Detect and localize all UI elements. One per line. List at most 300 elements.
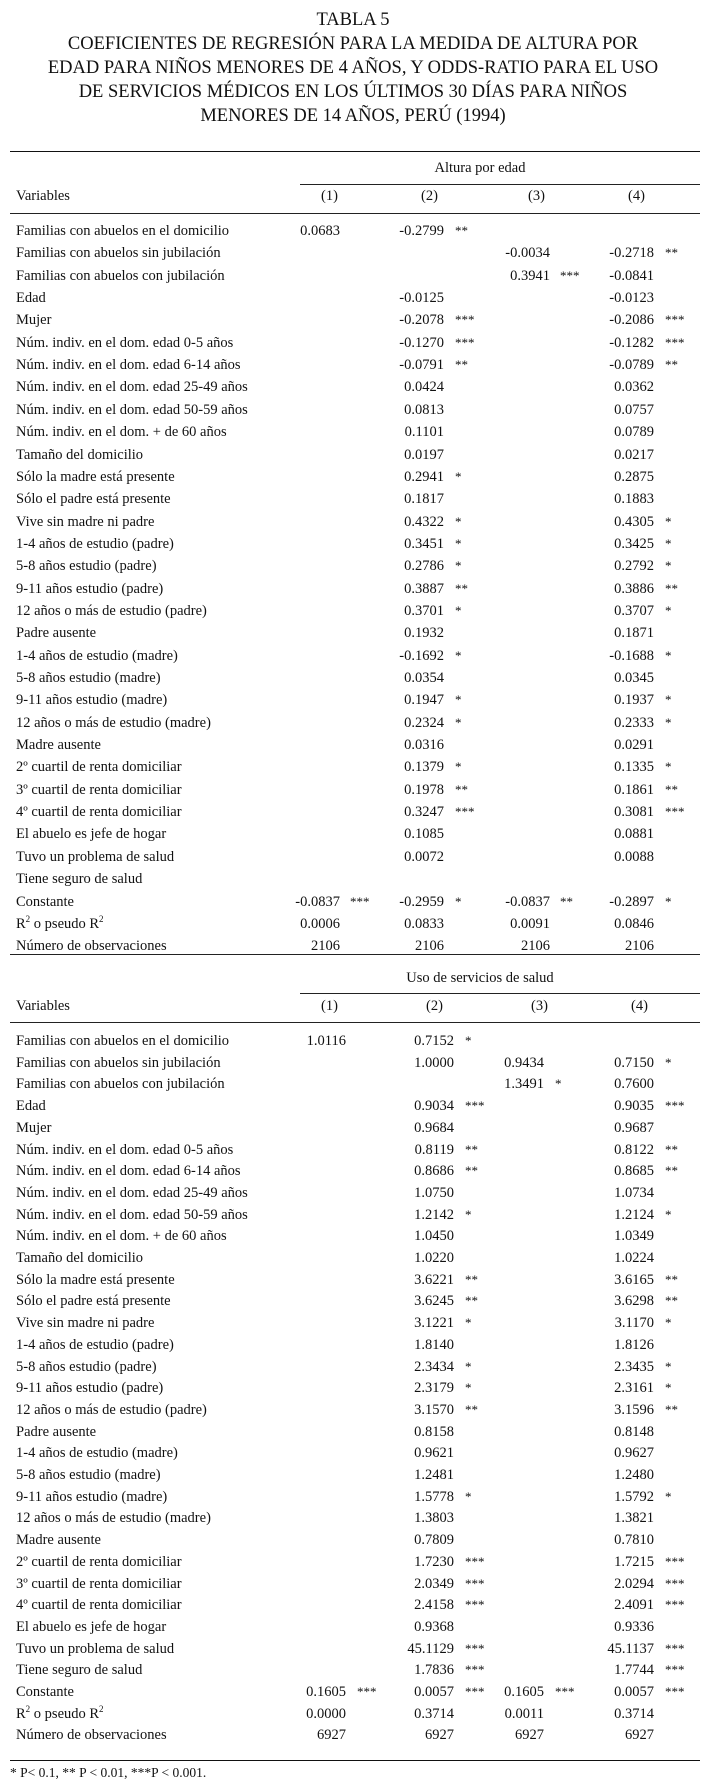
table-row (0, 804, 706, 826)
table-row (0, 1228, 706, 1250)
cell-value-col-3: 6927 (515, 1727, 544, 1744)
cell-significance-col-4: *** (665, 312, 685, 328)
cell-significance-col-2: ** (465, 1293, 478, 1309)
row-label: Familias con abuelos sin jubilación (16, 1054, 221, 1071)
cell-value-col-2: 2.3179 (414, 1380, 454, 1397)
table-row (0, 1337, 706, 1359)
row-label: 9-11 años estudio (padre) (16, 580, 164, 597)
cell-significance-col-4: * (665, 714, 672, 730)
table-row (0, 1207, 706, 1229)
table-row (0, 357, 706, 379)
row-label: Edad (16, 290, 46, 307)
table-row (0, 1619, 706, 1641)
panel1-col-variables: Variables (16, 188, 70, 204)
row-label: 2º cuartil de renta domiciliar (16, 1553, 182, 1570)
row-label: El abuelo es jefe de hogar (16, 826, 167, 843)
row-label: Número de observaciones (16, 1727, 167, 1744)
cell-significance-col-4: * (665, 759, 672, 775)
row-label: Tiene seguro de salud (16, 871, 143, 888)
table-title (0, 8, 706, 128)
table-row (0, 871, 706, 893)
table-row (0, 1272, 706, 1294)
cell-significance-col-2: * (455, 759, 462, 775)
cell-value-col-4: 45.1137 (607, 1640, 654, 1657)
cell-value-col-4: 0.1883 (614, 491, 654, 508)
cell-significance-col-2: * (465, 1033, 472, 1048)
row-label: Sólo el padre está presente (16, 491, 171, 508)
cell-value-col-4: 2106 (625, 938, 654, 955)
cell-value-col-2: 0.3714 (414, 1705, 454, 1722)
cell-significance-col-2: ** (455, 357, 468, 373)
cell-significance-col-2: * (455, 558, 462, 574)
cell-value-col-4: 0.7150 (614, 1054, 654, 1071)
cell-value-col-2: -0.1270 (399, 334, 444, 351)
cell-value-col-3: 1.3491 (504, 1076, 544, 1093)
cell-value-col-2: 0.7809 (414, 1532, 454, 1549)
cell-value-col-4: 0.0757 (614, 401, 654, 418)
cell-value-col-2: 1.7230 (414, 1553, 454, 1570)
table-row (0, 1467, 706, 1489)
table-row (0, 424, 706, 446)
cell-value-col-4: 0.2333 (614, 714, 654, 731)
row-label: Tamaño del domicilio (16, 1250, 144, 1266)
cell-value-col-3: 0.9434 (504, 1054, 544, 1071)
cell-value-col-1: -0.0837 (295, 893, 340, 910)
cell-value-col-2: 3.6245 (414, 1293, 454, 1310)
cell-significance-col-4: ** (665, 245, 678, 261)
row-label: Familias con abuelos sin jubilación (16, 245, 221, 262)
cell-significance-col-4: *** (665, 1098, 685, 1114)
row-label: 9-11 años estudio (madre) (16, 692, 168, 709)
cell-significance-col-2: *** (465, 1597, 485, 1613)
cell-significance-col-4: * (665, 647, 672, 663)
table-row (0, 1359, 706, 1381)
cell-value-col-4: 0.0088 (614, 848, 654, 865)
row-label: Sólo el padre está presente (16, 1293, 171, 1310)
cell-significance-col-4: *** (665, 804, 685, 820)
cell-significance-col-3: *** (560, 267, 580, 283)
cell-value-col-4: 0.9035 (614, 1098, 654, 1115)
row-label: Núm. indiv. en el dom. edad 25-49 años (16, 1184, 248, 1201)
panel2-header-rule (10, 1022, 700, 1023)
cell-value-col-2: 3.1570 (414, 1401, 454, 1418)
cell-value-col-4: -0.0841 (609, 267, 654, 284)
cell-significance-col-2: * (465, 1206, 472, 1222)
table-row (0, 826, 706, 848)
cell-significance-col-4: ** (665, 1293, 678, 1309)
footnote: * P< 0.1, ** P < 0.01, ***P < 0.001. (10, 1765, 207, 1780)
cell-significance-col-2: *** (465, 1575, 485, 1591)
cell-value-col-4: 3.1596 (614, 1401, 654, 1418)
cell-value-col-4: 1.0224 (614, 1250, 654, 1266)
cell-value-col-4: 1.7744 (614, 1662, 654, 1679)
table-row (0, 603, 706, 625)
cell-value-col-4: -0.2086 (609, 312, 654, 329)
cell-value-col-2: 0.1379 (404, 759, 444, 776)
cell-value-col-4: 0.3425 (614, 535, 654, 552)
cell-value-col-4: 3.6298 (614, 1293, 654, 1310)
cell-significance-col-2: * (455, 535, 462, 551)
row-label: 1-4 años de estudio (padre) (16, 535, 174, 552)
panel2-span-rule (300, 993, 700, 994)
cell-value-col-4: 0.0291 (614, 737, 654, 754)
table-row (0, 268, 706, 290)
cell-value-col-2: 0.0354 (404, 670, 444, 686)
panel1-col-2: (2) (421, 188, 438, 204)
table-row (0, 1293, 706, 1315)
table-row (0, 1489, 706, 1511)
table-row (0, 1662, 706, 1684)
cell-value-col-4: 0.4305 (614, 513, 654, 530)
table-row (0, 1315, 706, 1337)
row-label: 1-4 años de estudio (padre) (16, 1336, 174, 1353)
table-row (0, 1033, 706, 1055)
row-label: Núm. indiv. en el dom. edad 25-49 años (16, 379, 248, 396)
cell-value-col-4: 0.7810 (614, 1532, 654, 1549)
panel2-col-3: (3) (531, 998, 548, 1014)
row-label: Mujer (16, 312, 52, 329)
row-label: 4º cuartil de renta domiciliar (16, 1597, 182, 1614)
cell-value-col-2: 0.8686 (414, 1163, 454, 1180)
table-row (0, 379, 706, 401)
cell-value-col-2: 0.1101 (404, 424, 444, 441)
cell-value-col-2: 0.2786 (404, 558, 444, 575)
cell-value-col-4: 0.0789 (614, 424, 654, 441)
table-row (0, 894, 706, 916)
cell-significance-col-4: ** (665, 781, 678, 797)
title-line-5: MENORES DE 14 AÑOS, PERÚ (1994) (200, 106, 506, 126)
cell-value-col-2: 0.1085 (404, 826, 444, 843)
cell-value-col-2: 0.3247 (404, 804, 444, 821)
table-row (0, 312, 706, 334)
cell-significance-col-2: * (455, 692, 462, 708)
cell-value-col-2: 2106 (415, 938, 444, 955)
cell-value-col-4: 0.7600 (614, 1076, 654, 1093)
row-label: 12 años o más de estudio (madre) (16, 714, 211, 731)
cell-value-col-4: 0.0057 (614, 1684, 654, 1700)
cell-value-col-4: -0.0789 (609, 357, 654, 374)
row-label: Madre ausente (16, 1532, 101, 1549)
cell-value-col-3: 0.1605 (504, 1684, 544, 1700)
row-label: 4º cuartil de renta domiciliar (16, 804, 182, 821)
table-row (0, 916, 706, 938)
cell-significance-col-1: *** (357, 1684, 377, 1699)
cell-value-col-4: 0.0362 (614, 379, 654, 396)
cell-value-col-4: 0.3886 (614, 580, 654, 597)
cell-significance-col-2: * (455, 513, 462, 529)
cell-significance-col-4: *** (665, 1662, 685, 1678)
panel2-col-variables: Variables (16, 998, 70, 1014)
cell-significance-col-4: * (665, 602, 672, 618)
cell-value-col-1: 0.0000 (306, 1705, 346, 1722)
table-row (0, 1055, 706, 1077)
cell-value-col-2: 0.0813 (404, 401, 444, 418)
cell-value-col-1: 6927 (317, 1727, 346, 1744)
table-row (0, 447, 706, 469)
cell-value-col-2: 2.3434 (414, 1358, 454, 1375)
cell-value-col-2: 0.3887 (404, 580, 444, 597)
cell-significance-col-2: *** (465, 1684, 485, 1699)
cell-significance-col-2: ** (455, 580, 468, 596)
cell-significance-col-4: ** (665, 1163, 678, 1179)
table-row (0, 1076, 706, 1098)
row-label: Sólo la madre está presente (16, 468, 175, 485)
cell-value-col-2: 0.1932 (404, 625, 444, 642)
table-row (0, 402, 706, 424)
cell-significance-col-2: ** (465, 1163, 478, 1179)
table-row (0, 1703, 706, 1728)
table-row (0, 1445, 706, 1467)
panel2-span-label: Uso de servicios de salud (406, 970, 554, 986)
cell-value-col-4: -0.2897 (609, 893, 654, 910)
cell-significance-col-4: ** (665, 1141, 678, 1157)
cell-value-col-2: -0.2799 (399, 223, 444, 239)
cell-significance-col-2: ** (455, 223, 468, 238)
cell-value-col-4: 0.9336 (614, 1618, 654, 1635)
cell-significance-col-2: *** (455, 312, 475, 328)
row-label: Tuvo un problema de salud (16, 1640, 175, 1657)
cell-significance-col-2: * (455, 602, 462, 618)
panel1-col-3: (3) (528, 188, 545, 204)
cell-value-col-4: 0.1937 (614, 692, 654, 709)
cell-value-col-2: 1.8140 (414, 1336, 454, 1353)
table-row (0, 1380, 706, 1402)
cell-value-col-4: 0.2875 (614, 468, 654, 485)
table-row (0, 1185, 706, 1207)
panel1-col-1: (1) (321, 188, 338, 204)
table-row (0, 469, 706, 491)
table-row (0, 849, 706, 871)
cell-value-col-2: 0.9368 (414, 1618, 454, 1635)
cell-significance-col-4: * (665, 1358, 672, 1374)
row-label: 12 años o más de estudio (padre) (16, 1401, 207, 1418)
cell-value-col-2: 6927 (425, 1727, 454, 1744)
row-label: Madre ausente (16, 737, 101, 754)
row-label: Constante (16, 893, 74, 910)
cell-value-col-2: 0.8119 (414, 1141, 454, 1158)
row-label: Vive sin madre ni padre (16, 513, 155, 530)
cell-significance-col-2: *** (465, 1553, 485, 1569)
table-row (0, 536, 706, 558)
cell-value-col-4: 0.0881 (614, 826, 654, 843)
row-label: Tiene seguro de salud (16, 1662, 143, 1679)
table-row (0, 1510, 706, 1532)
cell-value-col-2: 0.0197 (404, 446, 444, 463)
table-row (0, 1098, 706, 1120)
cell-significance-col-1: *** (350, 893, 370, 909)
cell-value-col-4: 0.1335 (614, 759, 654, 776)
cell-value-col-2: 0.2941 (404, 468, 444, 485)
cell-value-col-2: 2.0349 (414, 1575, 454, 1592)
cell-value-col-1: 1.0116 (306, 1033, 346, 1049)
cell-value-col-2: 1.2142 (414, 1206, 454, 1223)
table-row (0, 1576, 706, 1598)
row-label: Núm. indiv. en el dom. edad 50-59 años (16, 401, 248, 418)
table-row (0, 491, 706, 513)
cell-value-col-4: 0.3707 (614, 602, 654, 619)
cell-value-col-2: 0.0057 (414, 1684, 454, 1700)
table-row (0, 625, 706, 647)
row-label: Familias con abuelos en el domicilio (16, 1033, 230, 1049)
row-label: 5-8 años estudio (madre) (16, 1467, 161, 1483)
cell-value-col-4: 0.8685 (614, 1163, 654, 1180)
cell-value-col-4: 0.1861 (614, 781, 654, 798)
row-label: 9-11 años estudio (madre) (16, 1488, 168, 1505)
table-row (0, 1597, 706, 1619)
panel2-bottom-rule (10, 1760, 700, 1761)
row-label: 12 años o más de estudio (padre) (16, 602, 207, 619)
cell-significance-col-3: * (555, 1076, 562, 1092)
cell-significance-col-2: *** (465, 1098, 485, 1114)
cell-significance-col-3: ** (560, 893, 573, 909)
panel2-col-1: (1) (321, 998, 338, 1014)
cell-significance-col-4: * (665, 1488, 672, 1504)
cell-significance-col-2: * (465, 1380, 472, 1396)
table-row (0, 692, 706, 714)
cell-value-col-2: 0.0316 (404, 737, 444, 754)
row-label: Número de observaciones (16, 938, 167, 955)
panel1-span-label: Altura por edad (434, 160, 526, 176)
cell-significance-col-2: * (455, 647, 462, 663)
table-row (0, 759, 706, 781)
cell-significance-col-4: *** (665, 1553, 685, 1569)
cell-value-col-4: 0.3714 (614, 1705, 654, 1722)
cell-value-col-1: 0.0006 (300, 915, 340, 932)
title-line-2: COEFICIENTES DE REGRESIÓN PARA LA MEDIDA DE ALTURA POR (67, 34, 639, 54)
panel2-col-2: (2) (426, 998, 443, 1014)
cell-value-col-2: 3.1221 (414, 1315, 454, 1332)
cell-significance-col-4: ** (665, 1271, 678, 1287)
cell-value-col-2: 0.1817 (404, 491, 444, 508)
cell-significance-col-4: *** (665, 1597, 685, 1613)
cell-significance-col-2: *** (455, 334, 475, 350)
title-line-4: DE SERVICIOS MÉDICOS EN LOS ÚLTIMOS 30 DÍAS PARA NIÑOS (78, 82, 628, 102)
cell-significance-col-4: * (665, 1315, 672, 1331)
cell-value-col-4: 2.0294 (614, 1575, 654, 1592)
row-label: Núm. indiv. en el dom. edad 6-14 años (16, 1163, 241, 1180)
row-label: Familias con abuelos con jubilación (16, 1076, 225, 1093)
table-row (0, 670, 706, 692)
cell-value-col-4: 2.4091 (614, 1597, 654, 1614)
cell-value-col-4: 0.9687 (614, 1119, 654, 1136)
cell-value-col-2: -0.2959 (399, 893, 444, 910)
row-label: 2º cuartil de renta domiciliar (16, 759, 182, 776)
row-label: Núm. indiv. en el dom. edad 0-5 años (16, 1141, 234, 1158)
cell-significance-col-4: *** (665, 1640, 685, 1656)
cell-significance-col-2: * (465, 1358, 472, 1374)
table-row (0, 1163, 706, 1185)
cell-significance-col-4: ** (665, 1401, 678, 1417)
panel1-bottom-rule (10, 954, 700, 955)
cell-value-col-1: 2106 (311, 938, 340, 955)
cell-value-col-2: 0.0424 (404, 379, 444, 396)
cell-value-col-4: 1.2124 (614, 1206, 654, 1223)
cell-significance-col-2: *** (465, 1640, 485, 1656)
cell-significance-col-4: * (665, 1206, 672, 1222)
table-row (0, 245, 706, 267)
cell-significance-col-4: * (665, 1054, 672, 1070)
row-label: 3º cuartil de renta domiciliar (16, 1575, 182, 1592)
row-label: $R^2$ o pseudo $R^2$ (16, 1703, 104, 1722)
cell-significance-col-4: * (665, 513, 672, 529)
row-label: Padre ausente (16, 1423, 97, 1440)
row-label: Vive sin madre ni padre (16, 1315, 155, 1332)
cell-value-col-2: 0.9684 (414, 1119, 454, 1136)
cell-value-col-4: 0.8148 (614, 1423, 654, 1440)
table-row (0, 1554, 706, 1576)
cell-value-col-4: 0.8122 (614, 1141, 654, 1158)
cell-significance-col-3: *** (555, 1684, 575, 1699)
cell-value-col-3: 0.0091 (510, 915, 550, 932)
cell-value-col-2: 0.3451 (404, 535, 444, 552)
cell-value-col-4: 2.3435 (614, 1358, 654, 1375)
cell-value-col-4: 0.1871 (614, 625, 654, 642)
cell-value-col-2: 1.0000 (414, 1054, 454, 1071)
cell-significance-col-4: *** (665, 334, 685, 350)
cell-significance-col-4: * (665, 1380, 672, 1396)
cell-value-col-4: 3.6165 (614, 1271, 654, 1288)
row-label: Núm. indiv. en el dom. edad 6-14 años (16, 357, 241, 374)
row-label: 9-11 años estudio (padre) (16, 1380, 164, 1397)
table-row (0, 1532, 706, 1554)
cell-value-col-2: 0.9621 (414, 1445, 454, 1462)
table-row (0, 290, 706, 312)
cell-value-col-4: 1.0734 (614, 1184, 654, 1201)
cell-value-col-4: 3.1170 (614, 1315, 654, 1332)
table-row (0, 1641, 706, 1663)
panel2-col-4: (4) (631, 998, 648, 1014)
row-label: Familias con abuelos con jubilación (16, 267, 225, 284)
title-line-1: TABLA 5 (316, 10, 390, 30)
cell-value-col-2: 2.4158 (414, 1597, 454, 1614)
row-label: Edad (16, 1098, 46, 1115)
cell-significance-col-2: * (465, 1315, 472, 1331)
cell-significance-col-4: * (665, 535, 672, 551)
table-row (0, 782, 706, 804)
table-row (0, 558, 706, 580)
cell-value-col-1: 0.1605 (306, 1684, 346, 1700)
cell-significance-col-2: *** (465, 1662, 485, 1678)
table-row (0, 1250, 706, 1272)
cell-value-col-2: 0.7152 (414, 1033, 454, 1049)
cell-value-col-2: -0.0125 (399, 290, 444, 307)
cell-value-col-2: 1.0450 (414, 1228, 454, 1245)
cell-significance-col-2: *** (455, 804, 475, 820)
cell-value-col-2: 1.0750 (414, 1184, 454, 1201)
table-row (0, 938, 706, 960)
table-row (0, 737, 706, 759)
cell-significance-col-4: *** (665, 1684, 685, 1699)
cell-value-col-2: 0.8158 (414, 1423, 454, 1440)
cell-significance-col-2: ** (465, 1401, 478, 1417)
cell-value-col-2: -0.1692 (399, 647, 444, 664)
title-line-3: EDAD PARA NIÑOS MENORES DE 4 AÑOS, Y ODDS-RATIO PARA EL USO (47, 58, 659, 78)
cell-value-col-4: 1.7215 (614, 1553, 654, 1570)
table-row (0, 223, 706, 245)
table-row (0, 335, 706, 357)
table-row (0, 715, 706, 737)
row-label: Núm. indiv. en el dom. edad 0-5 años (16, 334, 234, 351)
table-row (0, 1402, 706, 1424)
cell-value-col-4: 2.3161 (614, 1380, 654, 1397)
cell-value-col-4: 6927 (625, 1727, 654, 1744)
row-label: $R^2$ o pseudo $R^2$ (16, 914, 104, 932)
table-row (0, 1424, 706, 1446)
cell-value-col-4: -0.1282 (609, 334, 654, 351)
cell-value-col-4: 1.3821 (614, 1510, 654, 1527)
row-label: Mujer (16, 1119, 52, 1136)
cell-value-col-4: 0.3081 (614, 804, 654, 821)
